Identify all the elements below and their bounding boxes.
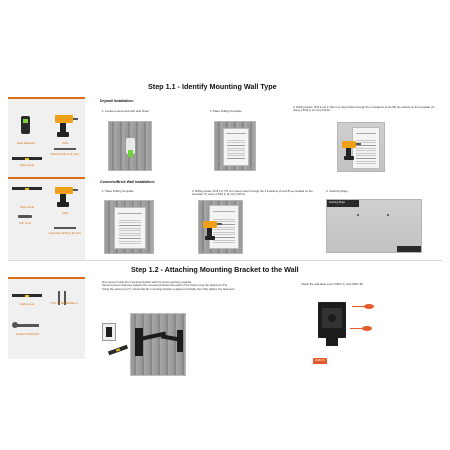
- step-1-1-title: Step 1.1 - Identify Mounting Wall Type: [148, 82, 277, 91]
- concrete-heading: Concrete/Brick Wall Installation:: [100, 180, 155, 184]
- stud-finder-photo: [108, 121, 152, 171]
- drywall-step-1: 1. Locate a wood stud with stud finder: [102, 109, 149, 113]
- stud-detector-icon: [21, 116, 30, 134]
- spirit-level-icon: [12, 187, 42, 190]
- concrete-drilling-photo: [198, 200, 243, 254]
- cover-top-callout-icon: [364, 304, 374, 309]
- tool-label: Stud Detector: [16, 141, 36, 145]
- tool-label: Drill: [62, 141, 68, 145]
- socket-wrench-icon: [15, 324, 39, 327]
- concrete-step-1: 1. Place Drilling Template: [102, 189, 134, 193]
- wall-plate-illustration: [312, 300, 352, 344]
- spirit-level-icon: [12, 157, 42, 160]
- step-1-2-title: Step 1.2 - Attaching Mounting Bracket to the Wall: [131, 265, 299, 274]
- bracket-inset: [102, 323, 116, 341]
- inserting-plugs-photo: [326, 199, 422, 253]
- spirit-level-icon: [12, 294, 42, 297]
- callout-line: [352, 306, 364, 307]
- drywall-step-3: 3. Drilling Holes: Drill 2-1/2 in (64 mm) deep holes through the 2 locations (A and B) as marked on the template (T) using a 5/32 in (4 mm) drill bit.: [293, 105, 435, 113]
- concrete-step-2: 2. Drilling Holes: Drill 3 in (75 mm) deep holes through the 2 locations (A and B) as marked on the template (T) using a 5/16 in (8 mm) drill bit.: [192, 189, 313, 197]
- callout-line: [350, 328, 362, 329]
- tool-label: Socket & Wrench: [15, 332, 39, 336]
- wall-plug-icon: [18, 215, 32, 218]
- wood-bit-icon: [54, 148, 76, 150]
- instruction-line: One person holds the mounting bracket with the arrow pointing upwards.: [102, 280, 192, 284]
- drywall-template-photo: [214, 121, 256, 171]
- photo-tag: Inserting Plugs: [329, 201, 345, 204]
- cover-bottom-callout-icon: [362, 326, 372, 331]
- tool-label: (T1) x2 M6-9x60mm: [50, 301, 78, 305]
- bracket-instructions: [102, 281, 282, 291]
- spirit-level-icon: [108, 345, 128, 356]
- tool-label: Wood 5/32 in (4 mm): [51, 152, 79, 156]
- bracket-tools-panel: [8, 277, 85, 359]
- drywall-drilling-photo: [337, 122, 385, 172]
- section-divider: [8, 260, 442, 261]
- drywall-step-2: 2. Place Drilling Template: [210, 109, 242, 113]
- instruction-line: Using the sprit level (T), check that the mounting bracket is aligned vertically then fully tighten the fasteners.: [102, 286, 236, 291]
- drill-icon: [52, 187, 78, 209]
- tool-label: Drill: [62, 211, 68, 215]
- callout-tag: EAB-T2: [313, 358, 327, 364]
- instruction-line: Second person half-way tightens the mounting bracket into each of the holes using the fasteners (T1).: [102, 283, 228, 288]
- drywall-heading: Drywall Installation:: [100, 99, 134, 103]
- bracket-wall-photo: [130, 313, 186, 376]
- tool-label: Concrete 5/16 in (8 mm): [48, 231, 82, 235]
- drill-icon: [52, 115, 78, 139]
- concrete-template-photo: [104, 200, 154, 254]
- drywall-tools-panel: [8, 97, 85, 177]
- tool-label: Sprit Level: [19, 302, 35, 306]
- concrete-bit-icon: [54, 227, 76, 229]
- tool-label: Sprit Level: [19, 163, 35, 167]
- concrete-tools-panel: [8, 177, 85, 260]
- concrete-step-3: 3. Inserting Plugs: [326, 189, 348, 193]
- plate-cover-caption: Attach the wall plate cover (WPC-T) and (WPC-B): [301, 282, 363, 286]
- tool-label: (W) (x 2): [19, 221, 31, 225]
- tool-label: Sprit Level: [19, 205, 35, 209]
